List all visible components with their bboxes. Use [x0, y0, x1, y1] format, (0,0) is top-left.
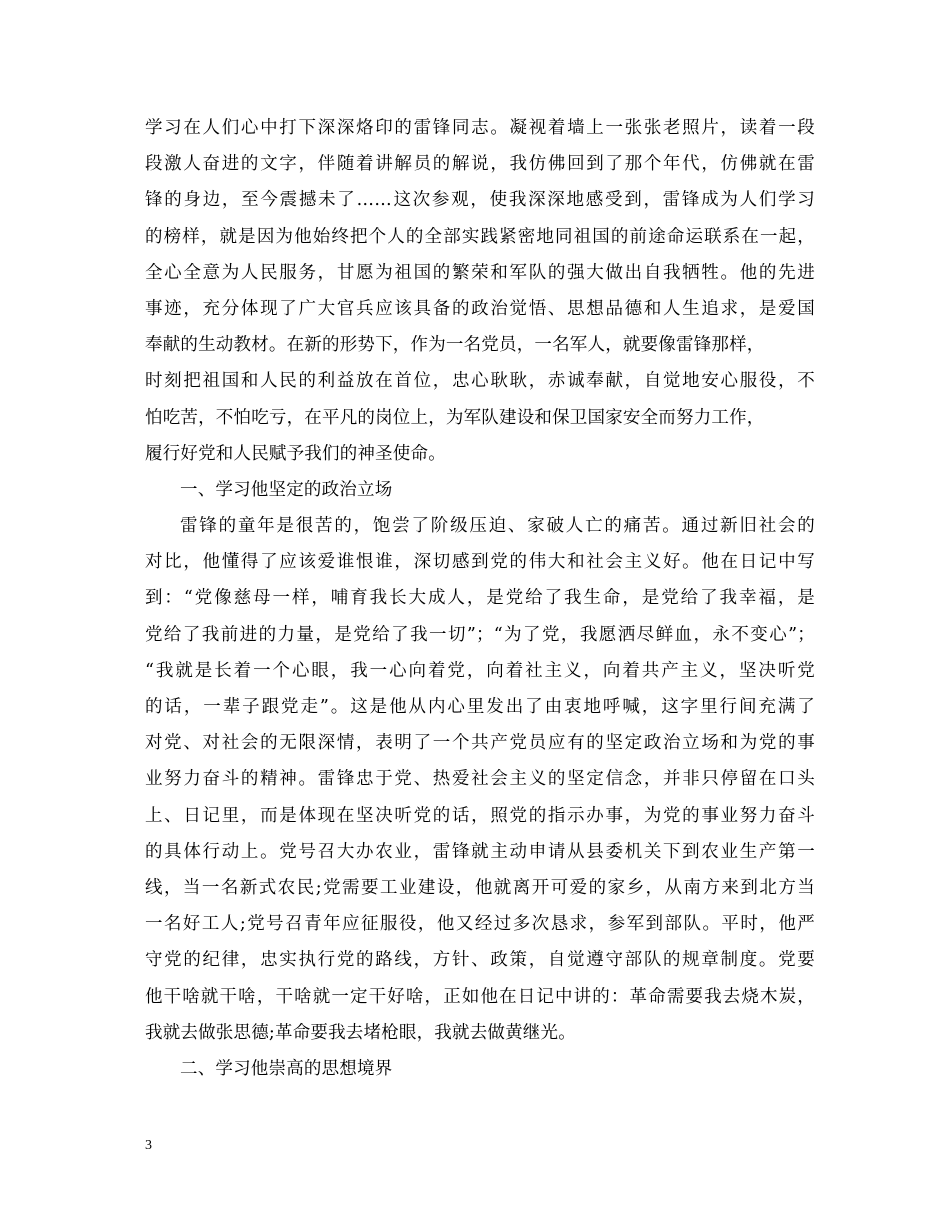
text-line: 我就去做张思德;革命要我去堵枪眼，我就去做黄继光。	[145, 1022, 576, 1043]
text-line: 段激人奋进的文字，伴随着讲解员的解说，我仿佛回到了那个年代，仿佛就在雷	[145, 154, 815, 175]
text-line: 学习在人们心中打下深深烙印的雷锋同志。凝视着墙上一张张老照片，读着一段	[145, 118, 815, 138]
text-line: 的榜样，就是因为他始终把个人的全部实践紧密地同祖国的前途命运联系在一起，	[145, 226, 815, 247]
text-line: 时刻把祖国和人民的利益放在首位，忠心耿耿，赤诚奉献，自觉地安心服役，不	[145, 371, 815, 392]
text-line: 的话，一辈子跟党走”。这是他从内心里发出了由衷地呼喊，这字里行间充满了	[145, 697, 815, 717]
page-number: 3	[145, 1138, 152, 1153]
text-line: 的具体行动上。党号召大办农业，雷锋就主动申请从县委机关下到农业生产第一	[145, 841, 815, 862]
text-line: 党给了我前进的力量，是党给了我一切”；“为了党，我愿洒尽鲜血，永不变心”；	[145, 624, 815, 645]
text-line: 上、日记里，而是体现在坚决听党的话，照党的指示办事，为党的事业努力奋斗	[145, 805, 815, 826]
text-line: 奉献的生动教材。在新的形势下，作为一名党员，一名军人，就要像雷锋那样，	[145, 335, 765, 356]
section-heading: 二、学习他崇高的思想境界	[180, 1058, 393, 1079]
text-line: 线，当一名新式农民;党需要工业建设，他就离开可爱的家乡，从南方来到北方当	[145, 877, 815, 898]
body-text	[145, 110, 815, 1087]
text-line: 对党、对社会的无限深情，表明了一个共产党员应有的坚定政治立场和为党的事	[145, 733, 815, 754]
text-line: 雷锋的童年是很苦的，饱尝了阶级压迫、家破人亡的痛苦。通过新旧社会的	[180, 516, 815, 537]
text-line: “我就是长着一个心眼，我一心向着党，向着社主义，向着共产主义，坚决听党	[145, 660, 815, 681]
text-line: 业努力奋斗的精神。雷锋忠于党、热爱社会主义的坚定信念，并非只停留在口头	[145, 769, 815, 790]
text-line: 全心全意为人民服务，甘愿为祖国的繁荣和军队的强大做出自我牺牲。他的先进	[145, 262, 815, 283]
text-line: 一名好工人;党号召青年应征服役，他又经过多次恳求，参军到部队。平时，他严	[145, 914, 815, 935]
text-line: 守党的纪律，忠实执行党的路线，方针、政策，自觉遵守部队的规章制度。党要	[145, 950, 815, 971]
text-line: 对比，他懂得了应该爱谁恨谁，深切感到党的伟大和社会主义好。他在日记中写	[145, 552, 815, 573]
text-line: 事迹，充分体现了广大官兵应该具备的政治觉悟、思想品德和人生追求，是爱国	[145, 298, 815, 319]
text-line: 怕吃苦，不怕吃亏，在平凡的岗位上，为军队建设和保卫国家安全而努力工作，	[145, 407, 765, 428]
text-line: 履行好党和人民赋予我们的神圣使命。	[145, 443, 446, 464]
text-line: 锋的身边，至今震撼未了……这次参观，使我深深地感受到，雷锋成为人们学习	[145, 190, 815, 211]
text-line: 他干啥就干啥，干啥就一定干好啥，正如他在日记中讲的：革命需要我去烧木炭，	[145, 986, 815, 1007]
section-heading: 一、学习他坚定的政治立场	[180, 479, 393, 500]
text-line: 到：“党像慈母一样，哺育我长大成人，是党给了我生命，是党给了我幸福，是	[145, 588, 815, 609]
